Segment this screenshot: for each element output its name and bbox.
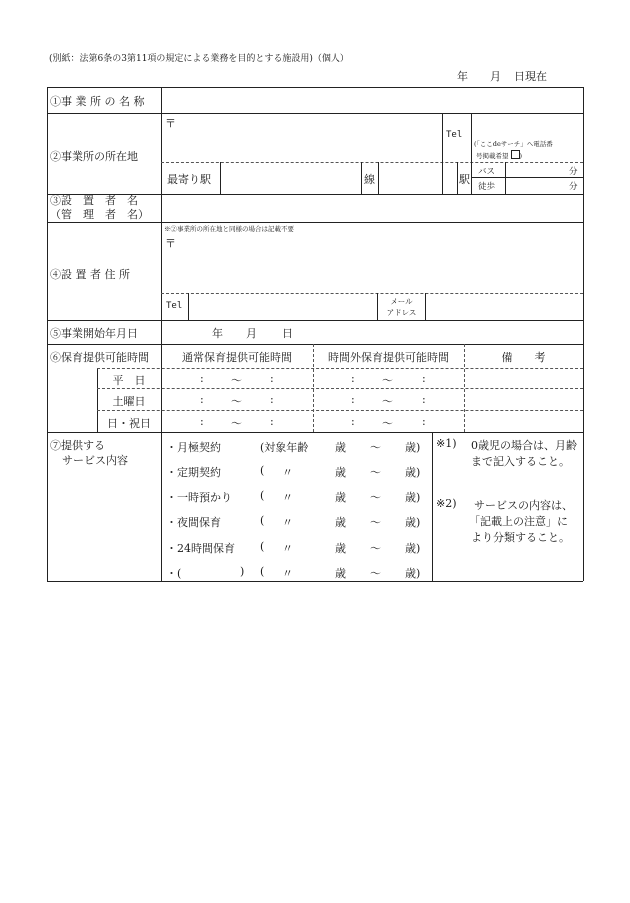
start-year-label: 年 — [212, 327, 223, 340]
start-day-label: 日 — [282, 327, 293, 340]
founder-name-field[interactable] — [163, 196, 581, 220]
age-close: 歳) — [405, 516, 421, 529]
ditto-mark: 〃 — [282, 542, 293, 555]
office-name-label: ①事 業 所 の 名 称 — [50, 95, 145, 108]
extra-hours-header: 時間外保育提供可能時間 — [328, 351, 449, 364]
founder-name-label: ③設 置 者 名 （管 理 者 名） — [50, 194, 149, 221]
time-colon: : — [200, 415, 204, 428]
note2-mark: ※2) — [436, 497, 457, 510]
walk-minutes-label: 分 — [569, 182, 578, 192]
age-unit: 歳 — [335, 491, 346, 504]
note2-text-line3: より分類すること。 — [471, 531, 570, 544]
office-name-field[interactable] — [163, 89, 581, 111]
walk-label: 徒歩 — [478, 182, 496, 192]
time-tilde: ～ — [382, 374, 393, 387]
ditto-mark: 〃 — [282, 491, 293, 504]
age-unit: 歳 — [335, 542, 346, 555]
founder-tel-field[interactable] — [190, 295, 375, 318]
service-item-temporary: ・一時預かり — [166, 491, 232, 504]
time-colon: : — [270, 393, 274, 406]
ditto-mark: 〃 — [282, 466, 293, 479]
day-weekday: 平 日 — [112, 374, 146, 387]
founder-postal-mark: 〒 — [165, 237, 176, 250]
age-tilde: ～ — [370, 441, 381, 454]
age-tilde: ～ — [370, 491, 381, 504]
normal-hours-header: 通常保育提供可能時間 — [182, 351, 292, 364]
mail-address-field[interactable] — [427, 295, 581, 318]
note1-text-line2: まで記入すること。 — [471, 455, 570, 468]
day-holiday: 日・祝日 — [107, 417, 151, 430]
bus-label: バス — [478, 167, 496, 177]
service-other-field[interactable] — [180, 565, 235, 579]
office-address-label: ②事業所の所在地 — [50, 150, 138, 163]
note1-text-line1: 0歳児の場合は、月齢 — [471, 439, 577, 452]
time-colon: : — [351, 393, 355, 406]
mail-address-label: メール アドレス — [386, 297, 417, 317]
founder-address-field[interactable] — [163, 248, 581, 291]
notes-header: 備 考 — [501, 351, 546, 364]
time-colon: : — [422, 372, 426, 385]
time-colon: : — [270, 415, 274, 428]
time-colon: : — [351, 372, 355, 385]
date-month-label: 月 — [490, 70, 501, 83]
age-unit: 歳 — [335, 567, 346, 580]
postal-mark: 〒 — [165, 117, 176, 130]
station-label: 駅 — [459, 173, 470, 186]
start-month-label: 月 — [246, 327, 257, 340]
time-tilde: ～ — [231, 395, 242, 408]
founder-address-label: ④設 置 者 住 所 — [50, 268, 130, 281]
form-subtitle: (別紙：法第6条の3第11項の規定による業務を目的とする施設用)（個人） — [49, 54, 349, 64]
age-tilde: ～ — [370, 567, 381, 580]
age-close: 歳) — [405, 567, 421, 580]
age-range-open: (対象年齢 — [260, 441, 309, 454]
time-colon: : — [422, 415, 426, 428]
founder-address-note: ※②事業所の所在地と同様の場合は記載不要 — [164, 225, 294, 233]
nearest-station-label: 最寄り駅 — [167, 173, 211, 186]
age-tilde: ～ — [370, 542, 381, 555]
service-item-24h: ・24時間保育 — [166, 542, 235, 555]
age-close: 歳) — [405, 542, 421, 555]
office-address-field[interactable] — [163, 128, 440, 160]
bus-minutes-label: 分 — [569, 167, 578, 177]
services-label-line2: サービス内容 — [62, 454, 128, 467]
start-date-label: ⑤事業開始年月日 — [50, 327, 138, 340]
time-tilde: ～ — [382, 417, 393, 430]
age-close: 歳) — [405, 441, 421, 454]
service-item-night: ・夜間保育 — [166, 516, 221, 529]
founder-tel-label: Tel — [166, 301, 183, 311]
time-colon: : — [351, 415, 355, 428]
note2-text-line1: サービスの内容は、 — [474, 499, 573, 512]
ditto-mark: 〃 — [282, 567, 293, 580]
paren-close: ) — [240, 565, 245, 578]
ditto-mark: 〃 — [282, 516, 293, 529]
age-unit: 歳 — [335, 516, 346, 529]
time-tilde: ～ — [231, 417, 242, 430]
paren-open: ( — [260, 514, 265, 527]
time-colon: : — [270, 372, 274, 385]
tel-label: Tel — [446, 130, 463, 140]
note1-mark: ※1) — [436, 437, 457, 450]
service-item-regular: ・定期契約 — [166, 466, 221, 479]
date-year-label: 年 — [457, 70, 468, 83]
hours-label: ⑥保育提供可能時間 — [50, 351, 149, 364]
time-colon: : — [200, 372, 204, 385]
services-label-line1: ⑦提供する — [50, 439, 105, 452]
age-tilde: ～ — [370, 516, 381, 529]
note2-text-line2: 「記載上の注意」に — [469, 515, 568, 528]
age-tilde: ～ — [370, 466, 381, 479]
day-saturday: 土曜日 — [112, 395, 146, 408]
age-unit: 歳 — [335, 441, 346, 454]
paren-open: ( — [260, 464, 265, 477]
listing-note-line2: 号掲載希望 ) — [476, 152, 523, 160]
time-tilde: ～ — [382, 395, 393, 408]
listing-note-line1: (「ここdeサーチ」へ電話番 — [474, 140, 553, 148]
paren-open: ( — [260, 489, 265, 502]
line-label: 線 — [364, 173, 375, 186]
service-item-monthly: ・月極契約 — [166, 441, 221, 454]
age-close: 歳) — [405, 491, 421, 504]
age-unit: 歳 — [335, 466, 346, 479]
paren-open: ( — [260, 540, 265, 553]
age-close: 歳) — [405, 466, 421, 479]
paren-open: ( — [260, 565, 265, 578]
time-colon: : — [422, 393, 426, 406]
date-day-label: 日現在 — [514, 70, 547, 83]
service-item-other: ・( — [166, 567, 182, 580]
time-colon: : — [200, 393, 204, 406]
time-tilde: ～ — [231, 374, 242, 387]
listing-checkbox[interactable] — [511, 150, 520, 159]
